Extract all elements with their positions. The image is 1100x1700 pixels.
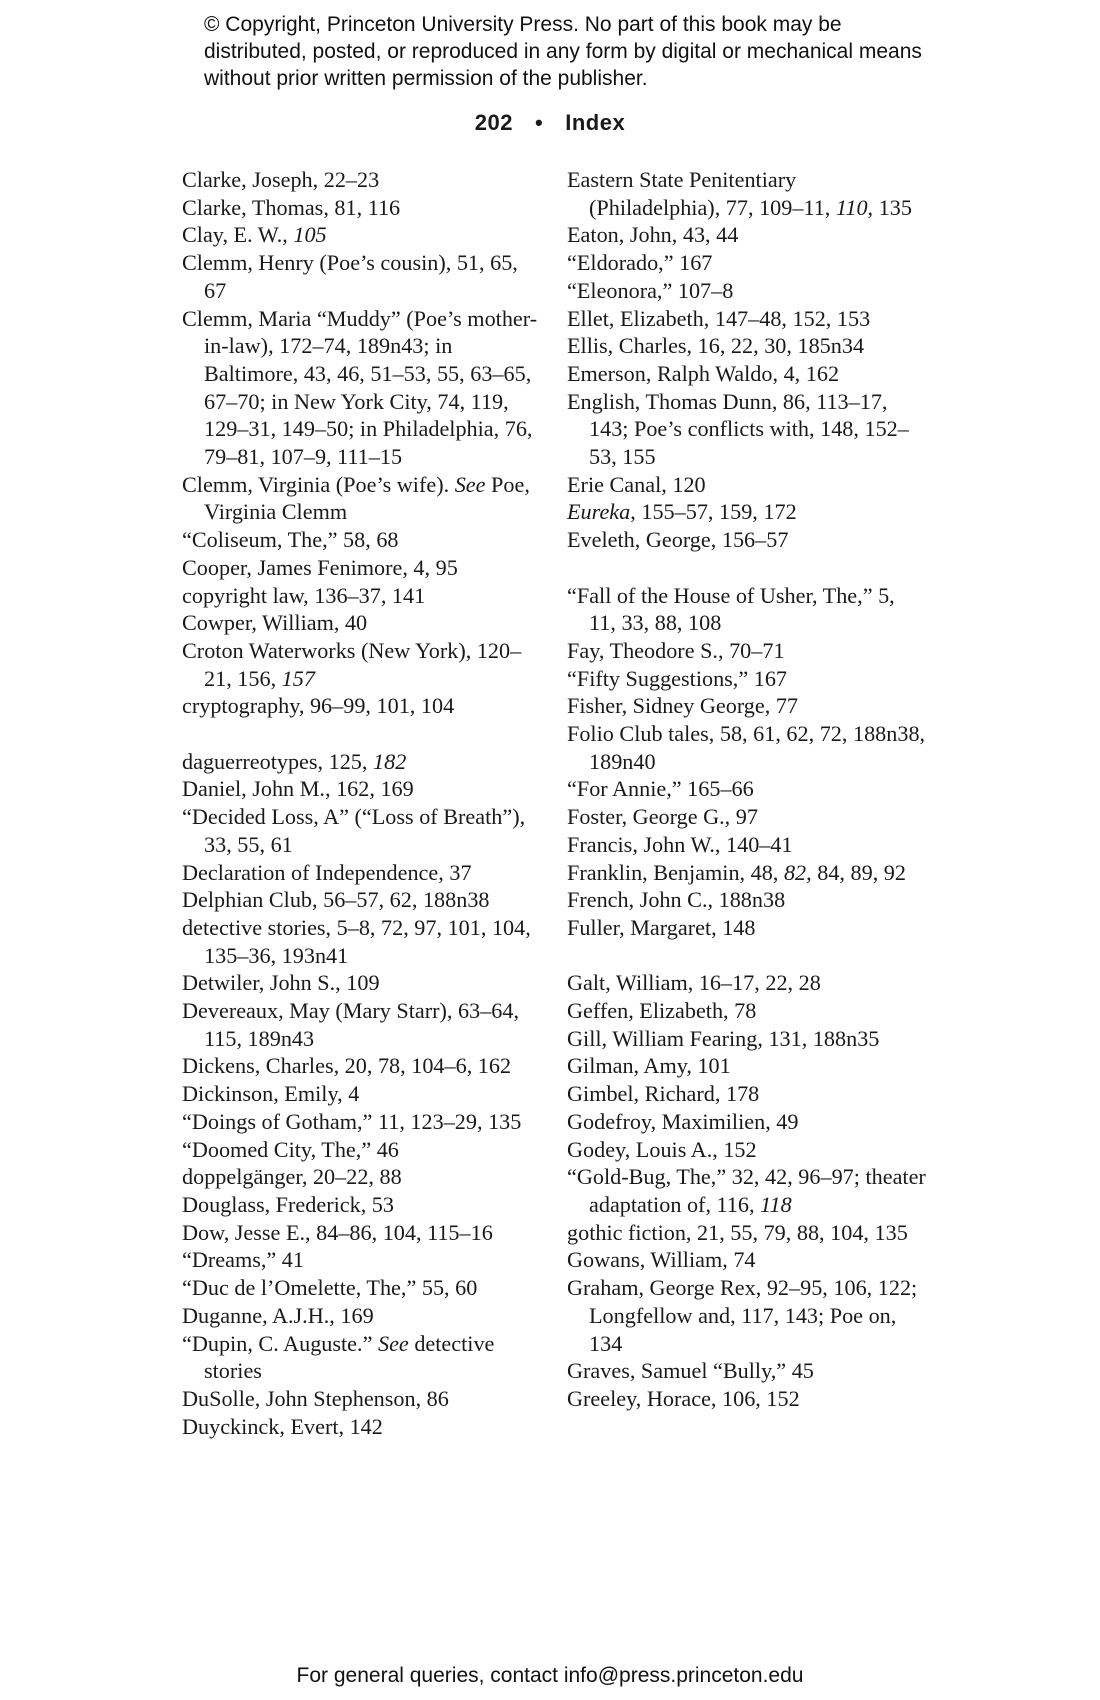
index-entry (182, 1191, 542, 1219)
index-column-right (567, 166, 927, 1413)
index-entry (567, 886, 927, 914)
index-entry (567, 997, 927, 1025)
index-entry-text: Graves, Samuel “Bully,” 45 (567, 1358, 814, 1384)
index-entry-text: Douglass, Frederick, 53 (182, 1192, 394, 1217)
index-entry (182, 914, 542, 969)
index-entry (567, 665, 927, 693)
index-entry (567, 388, 927, 471)
letter-group-gap (567, 554, 927, 582)
index-entry-text: “Eldorado,” 167 (567, 250, 713, 276)
index-entry-text: Clemm, Maria “Muddy” (Poe’s mother-in-law), 172–74, 189n43; in Baltimore, 43, 46, 51–53, 55, 63–65, 67–70; in New York City, 74, 119, 129–31, 149–50; in Philadelphia, 76, 79–81, 107–9, 111–15 (182, 305, 538, 470)
index-entry (567, 1052, 927, 1080)
index-entry (567, 277, 927, 305)
index-entry-text: Geffen, Elizabeth, 78 (567, 998, 757, 1024)
index-entry-text: English, Thomas Dunn, 86, 113–17, 143; Poe’s conflicts with, 148, 152–53, 155 (567, 388, 909, 470)
index-entry-text: Ellet, Elizabeth, 147–48, 152, 153 (567, 305, 871, 331)
letter-group-gap (567, 942, 927, 970)
index-entry (182, 748, 542, 776)
index-entry-text: Clemm, Virginia (Poe’s wife). (182, 471, 455, 497)
index-entry (182, 554, 542, 582)
index-entry-text: French, John C., 188n38 (567, 887, 786, 913)
index-entry-text: doppelgänger, 20–22, 88 (182, 1164, 402, 1190)
index-entry (182, 1219, 542, 1247)
index-entry-italic-text: 105 (293, 222, 327, 248)
index-entry (567, 1274, 927, 1357)
index-entry-text: Detwiler, John S., 109 (182, 970, 380, 996)
index-entry (182, 1413, 542, 1441)
index-entry (182, 526, 542, 554)
index-entry-text: gothic fiction, 21, 55, 79, 88, 104, 135 (567, 1219, 908, 1245)
index-entry (567, 305, 927, 333)
index-entry-text: “Decided Loss, A” (“Loss of Breath”), 33, 55, 61 (182, 804, 526, 857)
index-entry-text: “Fall of the House of Usher, The,” 5, 11, 33, 88, 108 (567, 582, 895, 636)
index-entry-text: Fisher, Sidney George, 77 (567, 693, 799, 719)
index-entry (567, 498, 927, 526)
index-entry-text: Eastern State Penitentiary (Philadelphia), 77, 109–11, (567, 167, 836, 220)
index-entry-text: “Gold-Bug, The,” 32, 42, 96–97; theater adaptation of, 116, (567, 1164, 926, 1217)
index-entry-text: Devereaux, May (Mary Starr), 63–64, 115, 189n43 (182, 998, 520, 1051)
index-entry-text: detective stories (204, 1330, 495, 1384)
index-entry-text: detective stories, 5–8, 72, 97, 101, 104, 135–36, 193n41 (182, 914, 531, 968)
index-entry-italic-text: Eureka (567, 499, 631, 525)
index-entry-text: Clarke, Thomas, 81, 116 (182, 194, 401, 220)
index-entry (182, 886, 542, 914)
index-entry (567, 332, 927, 360)
page-number: 202 (474, 110, 514, 135)
index-entry (567, 1136, 927, 1164)
index-entry (567, 1357, 927, 1385)
index-entry-text: Dickinson, Emily, 4 (182, 1081, 360, 1107)
index-entry (567, 221, 927, 249)
index-entry-text: Erie Canal, 120 (567, 471, 706, 497)
index-entry (182, 1052, 542, 1080)
index-entry (567, 471, 927, 499)
index-entry-text: Declaration of Independence, 37 (182, 859, 472, 885)
index-entry-text: Godefroy, Maximilien, 49 (567, 1108, 799, 1134)
index-entry (567, 526, 927, 554)
index-entry (567, 1025, 927, 1053)
index-entry-text: “Doings of Gotham,” 11, 123–29, 135 (182, 1108, 522, 1134)
index-entry-text: Clay, E. W., (182, 222, 294, 248)
index-entry (567, 859, 927, 887)
separator-bullet: • (535, 110, 544, 135)
index-entry (182, 997, 542, 1052)
index-entry (567, 249, 927, 277)
index-entry-text: “Dupin, C. Auguste.” (182, 1330, 378, 1356)
index-entry (567, 1108, 927, 1136)
index-entry-text: Fay, Theodore S., 70–71 (567, 637, 785, 663)
index-entry-text: “Dreams,” 41 (182, 1247, 304, 1273)
index-entry (182, 305, 542, 471)
index-entry (182, 1330, 542, 1385)
index-entry (567, 582, 927, 637)
section-title: Index (565, 110, 626, 135)
index-entry-text: Fuller, Margaret, 148 (567, 914, 756, 940)
index-entry (567, 1080, 927, 1108)
index-entry (567, 969, 927, 997)
index-entry-text: Gill, William Fearing, 131, 188n35 (567, 1025, 880, 1051)
index-entry (182, 1108, 542, 1136)
index-entry-text: Daniel, John M., 162, 169 (182, 776, 414, 802)
letter-group-gap (182, 720, 542, 748)
index-entry-italic-text: 182 (373, 748, 407, 774)
index-entry (182, 1080, 542, 1108)
index-entry-text: Ellis, Charles, 16, 22, 30, 185n34 (567, 333, 865, 359)
index-entry-italic-text: See (454, 471, 486, 497)
index-entry-text: “Eleonora,” 107–8 (567, 277, 734, 303)
index-entry-text: “For Annie,” 165–66 (567, 776, 754, 802)
index-entry (182, 1385, 542, 1413)
index-entry-italic-text: 118 (760, 1191, 792, 1217)
footer-contact: For general queries, contact info@press.princeton.edu (296, 1664, 804, 1687)
index-column-left (182, 166, 542, 1440)
index-entry (182, 194, 542, 222)
index-entry (182, 775, 542, 803)
index-entry (567, 775, 927, 803)
index-entry (567, 1385, 927, 1413)
index-entry (182, 803, 542, 858)
index-entry (182, 1274, 542, 1302)
index-entry-text: Dow, Jesse E., 84–86, 104, 115–16 (182, 1219, 493, 1245)
index-entry (567, 914, 927, 942)
index-entry-text: Croton Waterworks (New York), 120–21, 156, (182, 637, 522, 691)
index-entry-text: Delphian Club, 56–57, 62, 188n38 (182, 887, 490, 913)
index-entry-text: Eveleth, George, 156–57 (567, 527, 789, 553)
index-entry (182, 1136, 542, 1164)
index-entry-text: “Doomed City, The,” 46 (182, 1136, 399, 1162)
index-entry-text: Greeley, Horace, 106, 152 (567, 1385, 800, 1411)
index-entry (567, 720, 927, 775)
index-entry-text: Gilman, Amy, 101 (567, 1053, 731, 1079)
index-entry (182, 249, 542, 304)
index-entry-italic-text: See (377, 1330, 409, 1356)
index-entry-text: Graham, George Rex, 92–95, 106, 122; Longfellow and, 117, 143; Poe on, 134 (567, 1275, 918, 1356)
index-entry-text: , 135 (867, 194, 912, 220)
index-entry (182, 166, 542, 194)
index-entry-text: “Duc de l’Omelette, The,” 55, 60 (182, 1275, 478, 1301)
index-entry-text: Cooper, James Fenimore, 4, 95 (182, 554, 458, 580)
index-entry-italic-text: 82 (783, 859, 807, 885)
index-entry (567, 1219, 927, 1247)
index-entry-text: Duyckinck, Evert, 142 (182, 1413, 383, 1439)
index-entry (182, 1302, 542, 1330)
index-entry (182, 1163, 542, 1191)
index-entry-text: Gimbel, Richard, 178 (567, 1081, 760, 1107)
index-entry (182, 692, 542, 720)
index-entry (182, 221, 542, 249)
index-entry (567, 166, 927, 221)
index-entry-text: Clarke, Joseph, 22–23 (182, 167, 380, 192)
index-entry-text: Foster, George G., 97 (567, 804, 758, 830)
index-entry (182, 582, 542, 610)
index-entry (567, 360, 927, 388)
index-entry-text: daguerreotypes, 125, (182, 748, 373, 774)
index-entry-text: copyright law, 136–37, 141 (182, 582, 426, 608)
index-entry (567, 1163, 927, 1218)
index-entry (567, 1246, 927, 1274)
index-entry-text: Clemm, Henry (Poe’s cousin), 51, 65, 67 (182, 250, 518, 303)
index-entry-text: cryptography, 96–99, 101, 104 (182, 693, 455, 719)
index-entry-text: Godey, Louis A., 152 (567, 1136, 757, 1162)
index-entry-italic-text: 110 (835, 194, 868, 220)
index-entry-text: Dickens, Charles, 20, 78, 104–6, 162 (182, 1053, 512, 1079)
index-entry-text: Cowper, William, 40 (182, 610, 368, 636)
index-entry-text: Franklin, Benjamin, 48, (567, 859, 784, 885)
index-entry (182, 637, 542, 692)
index-entry (182, 609, 542, 637)
index-entry-text: “Coliseum, The,” 58, 68 (182, 527, 399, 553)
index-entry-text: Gowans, William, 74 (567, 1247, 756, 1273)
index-entry-text: , 155–57, 159, 172 (630, 499, 797, 525)
index-entry-text: Galt, William, 16–17, 22, 28 (567, 970, 821, 996)
index-entry-text: “Fifty Suggestions,” 167 (567, 665, 788, 691)
index-entry-text: Emerson, Ralph Waldo, 4, 162 (567, 360, 840, 386)
index-entry-text: Francis, John W., 140–41 (567, 831, 793, 857)
index-entry-text: Poe, Virginia Clemm (204, 471, 530, 525)
index-entry (182, 859, 542, 887)
index-entry (182, 471, 542, 526)
index-entry (567, 637, 927, 665)
index-entry (567, 692, 927, 720)
index-entry-text: , 84, 89, 92 (806, 859, 906, 885)
index-entry-text: Folio Club tales, 58, 61, 62, 72, 188n38, 189n40 (567, 721, 926, 774)
running-head (0, 110, 1100, 136)
copyright-notice: © Copyright, Princeton University Press. No part of this book may be distributed, posted, or reproduced in any form by digital or mechanical means without prior written permission of the publisher. (204, 13, 922, 90)
index-entry-text: DuSolle, John Stephenson, 86 (182, 1385, 449, 1411)
index-entry-text: Eaton, John, 43, 44 (567, 222, 739, 248)
index-entry (567, 831, 927, 859)
index-entry (567, 803, 927, 831)
index-entry-text: Duganne, A.J.H., 169 (182, 1302, 374, 1328)
index-entry (182, 1246, 542, 1274)
index-entry (182, 969, 542, 997)
index-entry-italic-text: 157 (281, 665, 315, 691)
